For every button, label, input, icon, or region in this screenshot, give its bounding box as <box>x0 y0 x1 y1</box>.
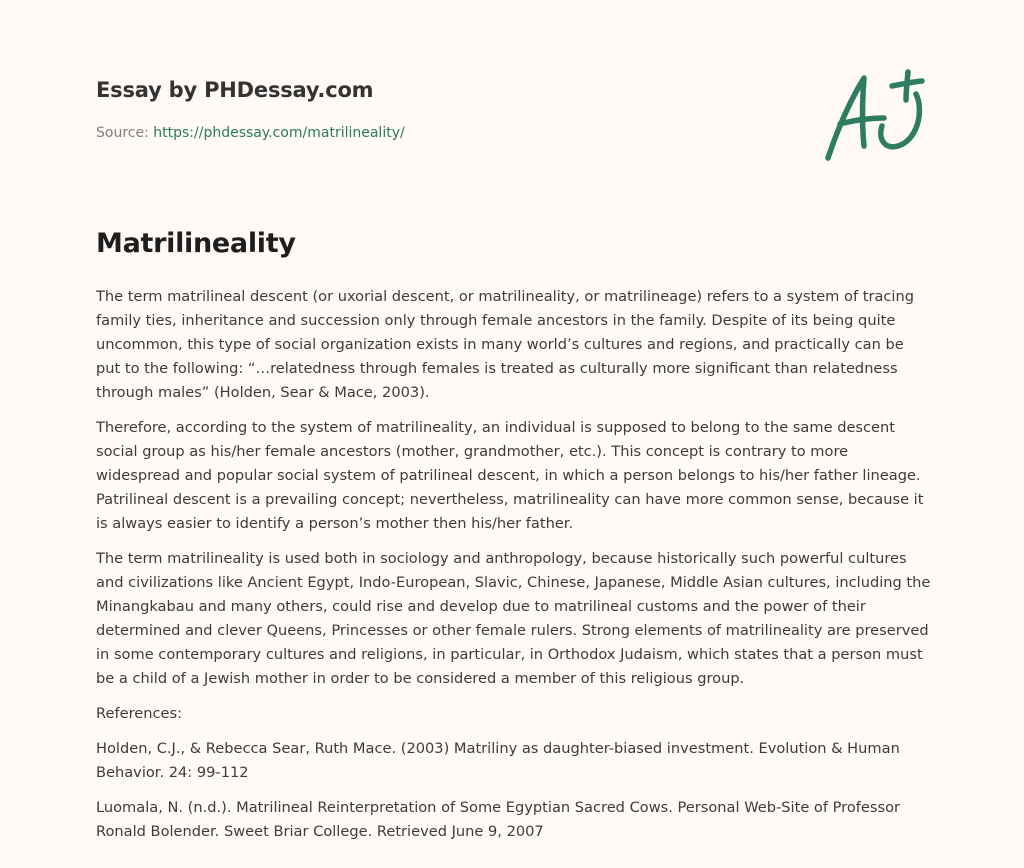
paragraph: The term matrilineality is used both in sociology and anthropology, because historically such powerful cultures and civilizations like Ancient Egypt, Indo-European, Slavic, Chinese, Japanese, Middle Asian cultures, including the Minangkabau and many others, could rise and develop due to matrilineal customs and the power of their determined and clever Queens, Princesses or other female rulers. Strong elements of matrilineality are preserved in some contemporary cultures and religions, in particular, in Orthodox Judaism, which states that a person must be a child of a Jewish mother in order to be considered a member of this religious group. <box>96 550 931 687</box>
references-heading: References: <box>96 705 183 722</box>
article-title: Matrilineality <box>96 228 296 259</box>
source-label: Source: <box>96 125 149 141</box>
paragraph: The term matrilineal descent (or uxorial descent, or matrilineality, or matrilineage) refers to a system of tracing family ties, inheritance and succession only through female ancestors in the family. Despite of its being quite uncommon, this type of social organization exists in many world’s cultures and regions, and practically can be put to the following: “…relatedness through females is treated as culturally more significant than relatedness through males” (Holden, Sear & Mace, 2003). <box>96 288 914 401</box>
article-body <box>96 285 931 855</box>
source-link[interactable]: https://phdessay.com/matrilineality/ <box>153 125 405 141</box>
page-header <box>96 76 796 143</box>
reference-item: Luomala, N. (n.d.). Matrilineal Reinterpretation of Some Egyptian Sacred Cows. Personal Web-Site of Professor Ronald Bolender. Sweet Briar College. Retrieved June 9, 2007 <box>96 799 901 840</box>
reference-item: Holden, C.J., & Rebecca Sear, Ruth Mace. (2003) Matriliny as daughter-biased investment. Evolution & Human Behavior. 24: 99-112 <box>96 740 900 781</box>
paragraph: Therefore, according to the system of matrilineality, an individual is supposed to belong to the same descent social group as his/her female ancestors (mother, grandmother, etc.). This concept is contrary to more widespread and popular social system of patrilineal descent, in which a person belongs to his/her father lineage. Patrilineal descent is a prevailing concept; nevertheless, matrilineality can have more common sense, because it is always easier to identify a person’s mother then his/her father. <box>96 419 924 532</box>
a-plus-grade-icon <box>818 64 930 166</box>
source-line <box>96 123 796 143</box>
brand-title: Essay by PHDessay.com <box>96 78 374 102</box>
